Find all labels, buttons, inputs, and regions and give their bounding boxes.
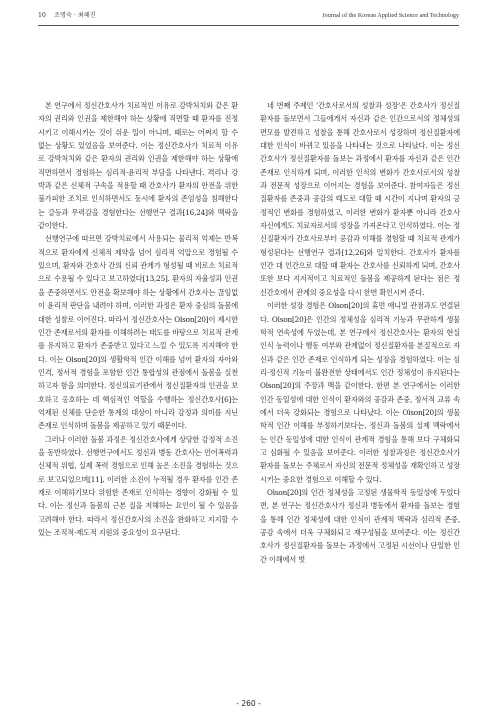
body-paragraph: 이러한 성장 경험은 Olson[20]의 휴먼 애니멀 관점과도 연결된다. Olson[20]은 인간의 정체성을 심리적 기능과 무관하게 생물학적 연속성에 두었는데, 본 연구에서 정신간호사는 환자의 현실 인식 능력이나 행동 여부와 관계없이 정신질환자를 본질적으로 자신과 같은 인간 존재로 인식하게 되는 성장을 경험하였다. 이는 심리·정신적 기능이 불완전한 상태에서도 인간 정체성이 유지된다는 Olson[20]의 주장과 맥을 같이한다. 한편 본 연구에서는 이러한 인간 동일성에 대한 인식이 환자와의 공감과 존중, 정서적 교류 속에서 더욱 강화되는 경험으로 나타났다. 이는 Olson[20]의 생물학적 인간 이해를 부정하기보다는, 정신과 돌봄의 실제 맥락에서는 인간 동일성에 대한 인식이 관계적 경험을 통해 보다 구체화되고 심화될 수 있음을 보여준다. 이러한 성찰과정은 정신간호사가 환자를 돌보는 주체로서 자신의 전문적 정체성을 재확인하고 성장시키는 중요한 경험으로 이해할 수 있다. [260,301,460,484]
body-paragraph: 그러나 이러한 돌봄 과정은 정신간호사에게 상당한 감정적 소진을 동반하였다. 선행연구에서도 정신과 병동 간호사는 언어폭력과 신체적 위협, 실제 폭력 경험으로 인해 높은 소진을 경험하는 것으로 보고되었으며[11], 이러한 소진이 누적될 경우 환자를 인간 존재로 이해하기보다 위험한 존재로 인식하는 경향이 강화될 수 있다. 이는 정신과 돌봄의 근본 질을 저해하는 요인이 될 수 있음을 고려해야 한다. 따라서 정신간호사의 소진을 완화하고 지지할 수 있는 조직적·제도적 지원의 중요성이 요구된다. [38,434,238,537]
right-text-column [260,99,460,649]
header-authors: 조명숙 · 최혜진 [54,12,96,19]
header-journal-title: Journal of the Korean Applied Science and Technology [322,12,459,19]
running-header [38,10,459,22]
body-paragraph: 선행연구에 따르면 강박치료에서 사용되는 물리적 억제는 반복적으로 환자에게 신체적 제약을 넘어 심리적 억압으로 경험될 수 있으며, 환자와 간호사 간의 신뢰 관계가 형성될 때 비로소 치료적으로 수용될 수 있다고 보고하였다[13,25]. 환자의 자율성과 인권을 존중하면서도 안전을 확보해야 하는 상황에서 간호사는 끊임없이 윤리적 판단을 내려야 하며, 이러한 과정은 환자 중심의 돌봄에 대한 성찰로 이어진다. 따라서 정신간호사는 Olson[20]이 제시한 인간 존재로서의 환자를 이해하려는 태도를 바탕으로 치료적 관계를 유지하고 환자가 존중받고 있다고 느낄 수 있도록 지지해야 한다. 이는 Olson[20]의 생활학적 인간 이해를 넘어 환자의 자아와 인격, 정서적 경험을 포함한 인간 통합성의 관점에서 돌봄을 실천하고자 함을 의미한다. 정신의료기관에서 정신질환자의 인권을 보호하고 옹호하는 데 핵심적인 역할을 수행하는 정신간호사[6]는 억제된 신체를 단순한 통제의 대상이 아니라 감정과 의미를 지닌 존재로 인식하며 돌봄을 제공하고 있기 때문이다. [38,234,238,431]
header-divider [38,25,459,26]
body-paragraph: Olson[20]의 인간 정체성을 고정된 생물학적 동일성에 두었다면, 본 연구는 정신간호사가 정신과 병동에서 환자를 돌보는 경험을 통해 인간 정체성에 대한 인식이 관계적 맥락과 심리적 존중, 공감 속에서 더욱 구체화되고 재구성됨을 보여준다. 이는 정신간호사가 정신질환자를 돌보는 과정에서 고정된 시선이나 단일한 인간 이해에서 벗 [260,487,460,564]
header-page-number: 10 [38,12,46,19]
page-footer-number: - 260 - [236,699,261,708]
left-text-column [38,99,238,649]
body-paragraph: 네 번째 주제인 '간호사로서의 성찰과 성장'은 간호사가 정신질환자를 돌보면서 그들에게서 자신과 같은 인간으로서의 정체성의 면모를 발견하고 성찰을 통해 간호사로서 성장하며 정신질환자에 대한 인식이 바뀌고 있음을 나타내는 것으로 나타났다. 이는 정신간호사가 정신질환자를 돌보는 과정에서 환자를 자신과 같은 인간 존재로 인식하게 되며, 이러한 인식의 변화가 간호사로서의 성찰과 전문적 성장으로 이어지는 경험을 보여준다. 참여자들은 정신질환자를 존중과 공감의 태도로 대할 때 시간이 지나며 환자의 긍정적인 변화를 경험하였고, 이러한 변화가 환자뿐 아니라 간호사 자신에게도 치료자로서의 성장을 가져온다고 인식하였다. 이는 정신질환자가 간호사로부터 공감과 이해를 경험할 때 치료적 관계가 형성된다는 선행연구 결과[12,26]와 일치한다. 간호사가 환자를 인간 대 인간으로 대할 때 환자는 간호사를 신뢰하게 되며, 간호사 또한 보다 지지적이고 치료적인 돌봄을 제공하게 된다는 점은 정신간호에서 관계의 중요성을 다시 한번 확인시켜 준다. [260,101,460,297]
body-paragraph: 본 연구에서 정신간호사가 치료적인 이유로 강박처치와 같은 환자의 권리와 인권을 제한해야 하는 상황에 직면할 때 환자를 진정시키고 이해시키는 것이 쉬운 일이 아니며, 때로는 어쩌지 할 수 없는 상황도 있었음을 보여준다. 이는 정신간호사가 치료적 이유로 강박처치와 같은 환자의 권리와 인권을 제한해야 하는 상황에 직면하면서 경험하는 심리적·윤리적 부담을 나타낸다. 격리나 강박과 같은 신체적 구속을 적용할 때 간호사가 환자의 안전을 위한 불가피한 조치로 인식하면서도 동시에 환자의 존엄성을 침해한다는 갈등과 무력감을 경험한다는 선행연구 결과[16,24]와 맥락을 같이한다. [38,101,238,231]
